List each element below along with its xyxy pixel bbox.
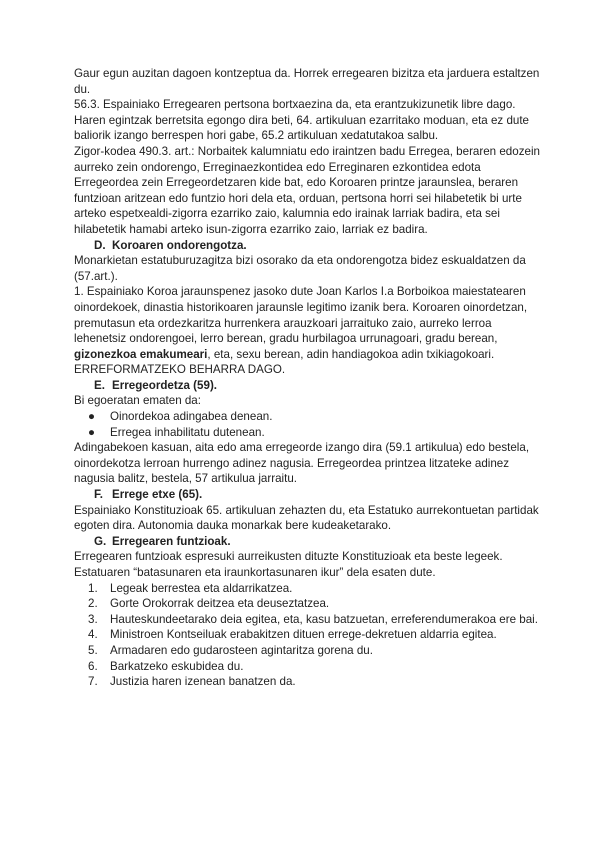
intro-paragraph-3: Zigor-kodea 490.3. art.: Norbaitek kalumniatu edo iraintzen badu Erregea, beraren edozein aurreko zein ondorengo, Erreginaezkontidea edo Erreginaren ezkontidea edota Erregeordea zein Erregeordetzaren kide bat, edo Koroaren printze jaraunslea, beraren funtzioan aritzean edo funtzio hori dela eta, orduan, pertsona horri sei hilabetetik bi urte arteko espetxealdi-zigorra ezarriko zaio, kalumnia edo irainak larriak badira, eta sei hilabetetik hamabi arteko isun-zigorra ezarriko zaio, larriak ez badira. [74,144,540,236]
list-item [88,409,544,425]
list-number: 1. [88,581,98,595]
bullet-icon: ● [88,425,96,439]
section-d-heading [74,238,544,254]
list-item [88,596,544,612]
list-item [88,425,544,441]
list-number: 5. [88,643,98,657]
list-number: 3. [88,612,98,626]
section-d-paragraph-1: Monarkietan estatuburuzagitza bizi osorako da eta ondorengotza bidez eskualdatzen da (57.art.). [74,254,526,283]
list-item-text: Erregea inhabilitatu dutenean. [110,425,265,439]
list-item-text: Gorte Orokorrak deitzea eta deuseztatzea. [110,597,330,611]
list-item-text: Oinordekoa adingabea denean. [110,410,273,424]
list-item-text: Armadaren edo gudarosteen agintaritza gorena du. [110,643,373,657]
list-item-text: Ministroen Kontseiluak erabakitzen dituen errege-dekretuen aldarria egitea. [110,628,497,642]
list-item [88,627,544,643]
section-d-p2-bold: gizonezkoa emakumeari [74,347,208,361]
section-g-letter: G. [94,534,107,548]
list-item-text: Legeak berrestea eta aldarrikatzea. [110,581,293,595]
section-e-heading [74,378,544,394]
section-e-intro: Bi egoeratan ematen da: [74,394,201,408]
section-d-p2-after: , eta, sexu berean, adin handiagokoa adin txikiagokoari. [207,347,495,361]
section-f-letter: F. [94,488,104,502]
section-g-heading [74,534,544,550]
list-item-text: Justizia haren izenean banatzen da. [110,675,296,689]
section-d-note: ERREFORMATZEKO BEHARRA DAGO. [74,363,286,377]
list-number: 6. [88,659,98,673]
section-e-letter: E. [94,378,105,392]
section-f-heading [74,487,544,503]
list-number: 7. [88,675,98,689]
section-d-title: Koroaren ondorengotza. [112,238,247,252]
section-d-p2-before: 1. Espainiako Koroa jaraunspenez jasoko dute Joan Karlos I.a Borboikoa maiestatearen oinordekoek, dinastia historikoaren jaraunsle legitimo izanik bera. Koroaren oinordetzan, premutasun eta ordezkaritza hurrenkera arauzkoari jarraituko zaio, aurreko lerroa lehenetsiz ondorengoei, lerro berean, gradu hurbilagoa urrunagoari, gradu berean, [74,285,528,346]
section-g-title: Erregearen funtzioak. [112,534,231,548]
list-number: 2. [88,597,98,611]
section-d-letter: D. [94,238,106,252]
section-g-paragraph-1: Erregearen funtzioak espresuki aurreikusten dituzte Konstituzioak eta beste legeek. Estatuaren “batasunaren eta iraunkortasunaren ikur” dela esaten dute. [74,550,503,579]
section-e-bullet-list [74,409,544,440]
list-item [88,643,544,659]
list-item [88,674,544,690]
section-d-paragraph-2 [74,284,544,362]
section-e-title: Erregeordetza (59). [112,378,218,392]
list-item-text: Barkatzeko eskubidea du. [110,659,244,673]
section-e-paragraph-1: Adingabekoen kasuan, aita edo ama erregeorde izango dira (59.1 artikulua) edo bestela, oinordekotza lerroan hurrengo adinez nagusia. Erregeordea printzea litzateke adinez nagusia balitz, bestela, 57 artikulua jarraitu. [74,441,530,486]
list-item [88,612,544,628]
section-f-title: Errege etxe (65). [112,488,203,502]
list-item [88,659,544,675]
intro-paragraph-2: 56.3. Espainiako Erregearen pertsona bortxaezina da, eta erantzukizunetik libre dago. Haren egintzak berretsita egongo dira beti, 64. artikuluan ezarritako moduan, eta ez dute baliorik izango berrespen hori gabe, 65.2 artikuluan xedatutakoa salbu. [74,98,530,143]
list-item-text: Hauteskundeetarako deia egitea, eta, kasu batzuetan, erreferendumerakoa ere bai. [110,612,538,626]
document-page [74,66,544,690]
list-number: 4. [88,628,98,642]
intro-paragraph-1: Gaur egun auzitan dagoen kontzeptua da. Horrek erregearen bizitza eta jarduera estaltzen du. [74,67,540,96]
list-item [88,581,544,597]
bullet-icon: ● [88,410,96,424]
section-f-paragraph-1: Espainiako Konstituzioak 65. artikuluan zehazten du, eta Estatuko aurrekontuetan partidak egoten dira. Autonomia dauka monarkak bere kudeaketarako. [74,503,539,533]
section-g-numbered-list [74,581,544,690]
